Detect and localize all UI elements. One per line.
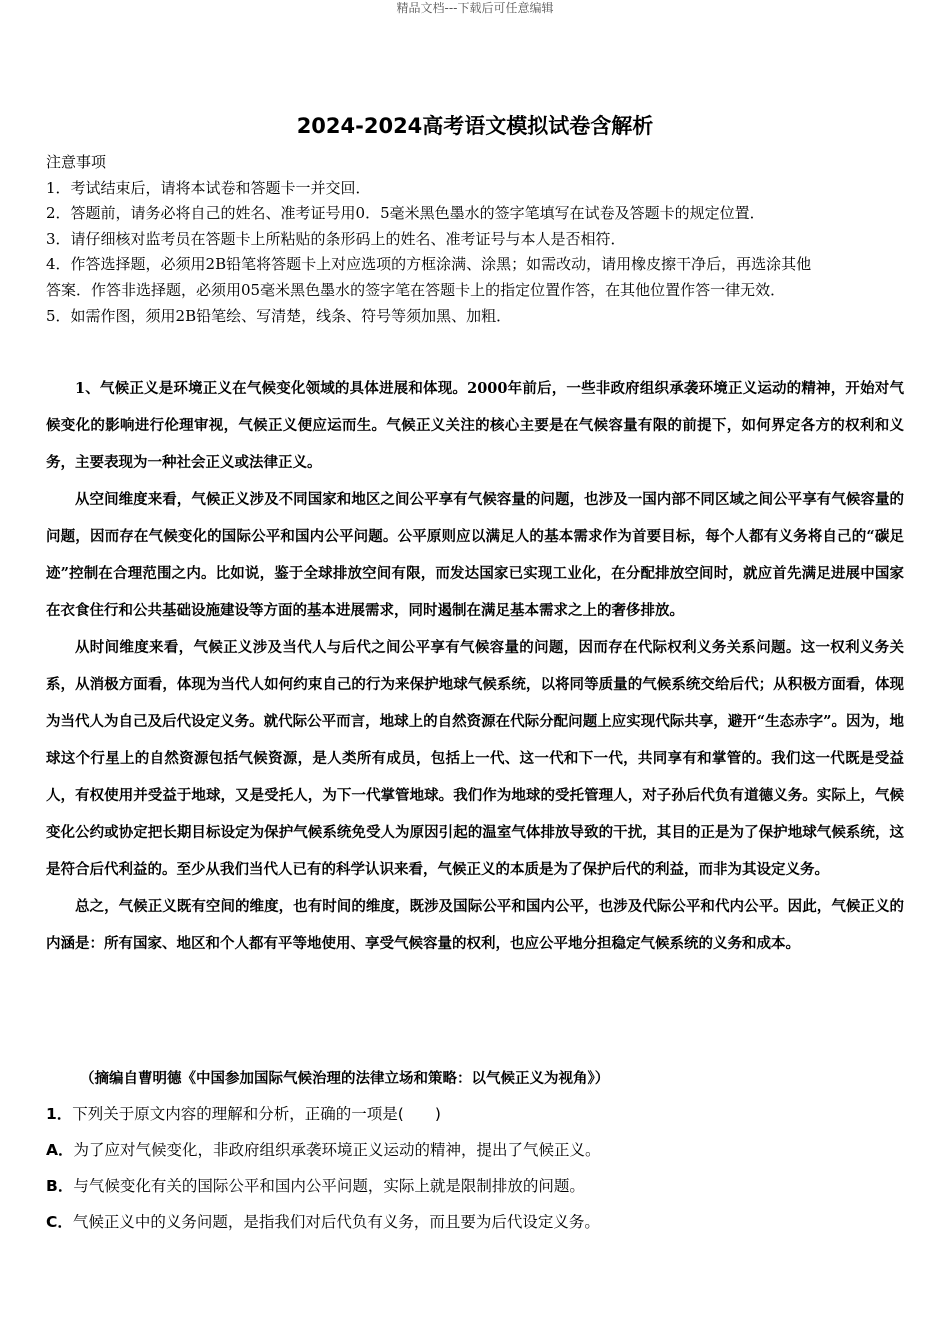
notice-item: 3．请仔细核对监考员在答题卡上所粘贴的条形码上的姓名、准考证号与本人是否相符． [46, 229, 626, 248]
passage-paragraph: 总之，气候正义既有空间的维度，也有时间的维度，既涉及国际公平和国内公平，也涉及代际公平和代内公平。因此，气候正义的内涵是：所有国家、地区和个人都有平等地使用、享受气候容量的权利，也应公平地分担稳定气候系统的义务和成本。 [46, 898, 904, 952]
notice-item: 5．如需作图，须用2B铅笔绘、写清楚，线条、符号等须加黑、加粗． [46, 306, 512, 325]
passage-paragraph: 从空间维度来看，气候正义涉及不同国家和地区之间公平享有气候容量的问题，也涉及一国内部不同区域之间公平享有气候容量的问题，因而存在气候变化的国际公平和国内公平问题。公平原则应以满足人的基本需求作为首要目标，每个人都有义务将自己的“碳足迹”控制在合理范围之内。比如说，鉴于全球排放空间有限，而发达国家已实现工业化，在分配排放空间时，就应首先满足进展中国家在衣食住行和公共基础设施建设等方面的基本进展需求，同时遏制在满足基本需求之上的奢侈排放。 [46, 491, 904, 619]
option-text: 与气候变化有关的国际公平和国内公平问题，实际上就是限制排放的问题。 [73, 1177, 585, 1195]
notice-item: 2．答题前，请务必将自己的姓名、准考证号用0．5毫米黑色墨水的签字笔填写在试卷及答题卡的规定位置． [46, 204, 765, 223]
notice-item: 4．作答选择题，必须用2B铅笔将答题卡上对应选项的方框涂满、涂黑；如需改动，请用橡皮擦干净后，再选涂其他 [46, 255, 812, 274]
passage-paragraph: 从时间维度来看，气候正义涉及当代人与后代之间公平享有气候容量的问题，因而存在代际权利义务关系问题。这一权利义务关系，从消极方面看，体现为当代人如何约束自己的行为来保护地球气候系统，以将同等质量的气候系统交给后代；从积极方面看，体现为当代人为自己及后代设定义务。就代际公平而言，地球上的自然资源在代际分配问题上应实现代际共享，避开“生态赤字”。因为，地球这个行星上的自然资源包括气候资源，是人类所有成员，包括上一代、这一代和下一代，共同享有和掌管的。我们这一代既是受益人，有权使用并受益于地球，又是受托人，为下一代掌管地球。我们作为地球的受托管理人，对子孙后代负有道德义务。实际上，气候变化公约或协定把长期目标设定为保护气候系统免受人为原因引起的温室气体排放导致的干扰，其目的正是为了保护地球气候系统，这是符合后代利益的。至少从我们当代人已有的科学认识来看，气候正义的本质是为了保护后代的利益，而非为其设定义务。 [46, 639, 904, 878]
page-header: 精品文档---下载后可任意编辑 [396, 1, 554, 15]
option-label: A． [46, 1141, 74, 1159]
question-stem [46, 1096, 904, 1132]
option-text: 为了应对气候变化，非政府组织承袭环境正义运动的精神，提出了气候正义。 [73, 1141, 601, 1159]
question-block [46, 1096, 904, 1240]
question-number: 1． [46, 1105, 73, 1123]
notice-item: 答案．作答非选择题，必须用05毫米黑色墨水的签字笔在答题卡上的指定位置作答，在其他位置作答一律无效． [46, 280, 786, 299]
option-label: C． [46, 1213, 73, 1231]
notice-section [46, 150, 904, 329]
option-b [46, 1168, 904, 1204]
reading-passage [46, 370, 904, 962]
document-title: 2024-2024高考语文模拟试卷含解析 [296, 114, 654, 138]
option-label: B． [46, 1177, 74, 1195]
option-text: 气候正义中的义务问题，是指我们对后代负有义务，而且要为后代设定义务。 [72, 1213, 600, 1231]
notice-heading: 注意事项 [46, 153, 107, 171]
passage-source: （摘编自曹明德《中国参加国际气候治理的法律立场和策略：以气候正义为视角》） [80, 1070, 610, 1087]
question-text: 下列关于原文内容的理解和分析，正确的一项是( ) [72, 1105, 441, 1123]
notice-item: 1．考试结束后，请将本试卷和答题卡一并交回． [46, 178, 371, 197]
option-c [46, 1204, 904, 1240]
passage-paragraph: 1、气候正义是环境正义在气候变化领域的具体进展和体现。2000年前后，一些非政府组织承袭环境正义运动的精神，开始对气候变化的影响进行伦理审视，气候正义便应运而生。气候正义关注的核心主要是在气候容量有限的前提下，如何界定各方的权利和义务，主要表现为一种社会正义或法律正义。 [46, 380, 904, 471]
option-a [46, 1132, 904, 1168]
